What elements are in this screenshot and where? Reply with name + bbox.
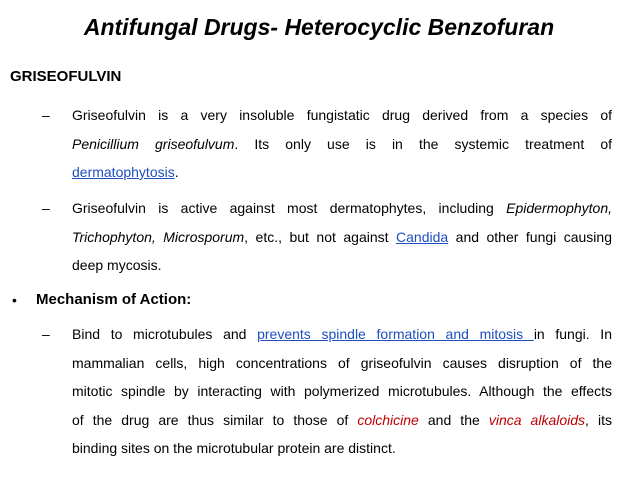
mechanism-heading: Mechanism of Action: [36,291,192,308]
text-line: deep mycosis. [72,257,162,273]
paragraph-2 [72,194,612,280]
section-heading: GRISEOFULVIN [10,68,122,85]
candida-link[interactable]: Candida [396,228,449,245]
paragraph-1 [72,101,612,187]
colchicine-term: colchicine [357,411,419,428]
italic-term: Penicillium griseofulvum [72,135,235,152]
italic-term: Epidermophyton, [506,200,612,216]
dash-marker: – [42,326,50,342]
text-line: Trichophyton, Microsporum, etc., but not against Candida and other fungi causing [72,228,612,245]
text-line: Griseofulvin is a very insoluble fungistatic drug derived from a species of [72,107,612,123]
spindle-mitosis-link[interactable]: prevents spindle formation and mitosis [257,326,534,342]
text-line: Griseofulvin is active against most dermatophytes, including Epidermophyton, [72,200,612,216]
text-line: dermatophytosis. [72,164,179,180]
italic-term: Trichophyton, Microsporum [72,228,245,245]
text-line: of the drug are thus similar to those of colchicine and the vinca alkaloids, its [72,411,612,428]
text-line: binding sites on the microtubular protein are distinct. [72,440,396,456]
text-line: mammalian cells, high concentrations of griseofulvin causes disruption of the [72,354,612,371]
paragraph-3 [72,320,612,463]
dermatophytosis-link[interactable]: dermatophytosis [72,164,175,180]
bullet-marker: • [12,292,17,308]
vinca-alkaloids-term: vinca alkaloids [488,411,586,428]
dash-marker: – [42,200,50,216]
text-line: Bind to microtubules and prevents spindle formation and mitosis in fungi. In [72,326,612,342]
dash-marker: – [42,107,50,123]
text-line: Penicillium griseofulvum. Its only use is in the systemic treatment of [72,135,612,152]
slide-title: Antifungal Drugs- Heterocyclic Benzofuran [83,14,555,40]
text-line: mitotic spindle by interacting with polymerized microtubules. Although the effects [72,383,612,399]
